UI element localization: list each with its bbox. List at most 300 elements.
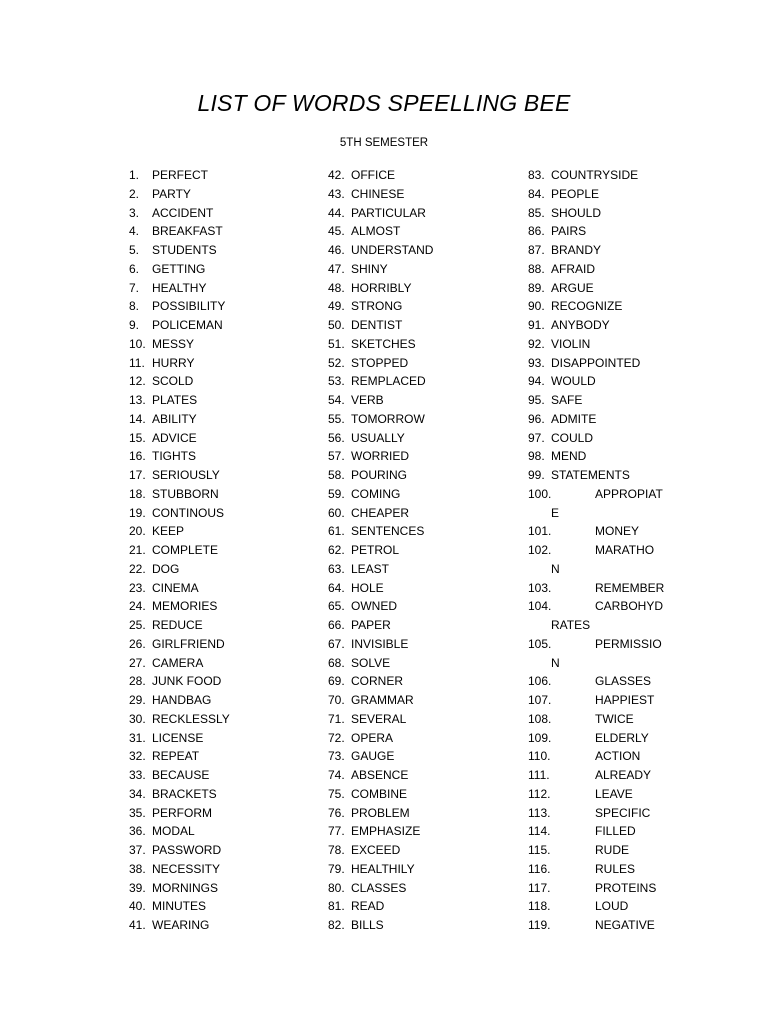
word-number: 70. — [328, 693, 345, 707]
word-text: SAFE — [551, 393, 583, 407]
word-text: HANDBAG — [152, 693, 212, 707]
word-text: ANYBODY — [551, 318, 610, 332]
word-text: PLATES — [152, 393, 198, 407]
word-item — [328, 879, 518, 898]
word-item — [129, 597, 309, 616]
word-item — [328, 860, 518, 879]
word-number: 113. — [528, 805, 551, 820]
word-item — [129, 316, 309, 335]
word-item — [129, 335, 309, 354]
word-number: 45. — [328, 224, 345, 239]
word-number: 58. — [328, 468, 345, 482]
word-text: MESSY — [152, 336, 195, 351]
word-item — [129, 729, 309, 748]
word-number: 30. — [129, 711, 146, 726]
word-number: 60. — [328, 505, 345, 520]
word-text: MEND — [551, 449, 587, 464]
word-item — [328, 466, 518, 485]
word-number: 36. — [129, 824, 146, 839]
word-item — [129, 897, 309, 916]
word-text: CINEMA — [152, 580, 199, 595]
word-text: ALREADY — [595, 768, 652, 782]
word-item — [129, 822, 309, 841]
word-item — [528, 391, 728, 410]
word-text: FILLED — [595, 824, 636, 839]
word-item — [129, 785, 309, 804]
word-number: 23. — [129, 580, 146, 595]
word-item — [528, 447, 728, 466]
word-item — [528, 579, 728, 598]
word-number: 72. — [328, 730, 345, 745]
word-number: 71. — [328, 711, 345, 726]
word-text: GLASSES — [595, 674, 652, 689]
word-item — [328, 260, 518, 279]
word-number: 40. — [129, 899, 146, 914]
word-item — [528, 166, 728, 185]
word-item — [129, 166, 309, 185]
word-item — [129, 466, 309, 485]
word-text: E — [551, 505, 560, 520]
word-text: WEARING — [152, 918, 210, 932]
word-item — [129, 260, 309, 279]
word-item — [528, 335, 728, 354]
word-item — [528, 222, 728, 241]
word-text: REDUCE — [152, 618, 203, 632]
word-number: 62. — [328, 543, 345, 557]
word-number: 28. — [129, 674, 146, 689]
word-number: 12. — [129, 374, 146, 389]
word-text: UNDERSTAND — [351, 243, 434, 257]
word-item — [129, 654, 309, 673]
word-text: RULES — [595, 861, 636, 876]
word-text: LICENSE — [152, 730, 204, 745]
word-number: 88. — [528, 261, 545, 276]
word-item — [328, 785, 518, 804]
word-number: 16. — [129, 449, 146, 464]
word-text: HOLE — [351, 580, 384, 595]
word-text: NEGATIVE — [595, 918, 655, 932]
word-text: GRAMMAR — [351, 693, 414, 707]
word-number: 17. — [129, 468, 146, 482]
word-number: 117. — [528, 880, 551, 895]
word-text: COULD — [551, 430, 594, 445]
word-number: 81. — [328, 899, 345, 914]
word-text: BECAUSE — [152, 768, 210, 782]
word-text: ABILITY — [152, 411, 197, 426]
word-item — [129, 841, 309, 860]
word-item — [528, 260, 728, 279]
word-number: 35. — [129, 805, 146, 820]
word-text: MARATHO — [595, 543, 655, 557]
word-item — [328, 597, 518, 616]
word-item — [129, 616, 309, 635]
word-text: POLICEMAN — [152, 318, 223, 332]
word-text: USUALLY — [351, 430, 405, 445]
word-number: 3. — [129, 205, 140, 220]
word-text: OPERA — [351, 730, 394, 745]
word-text: DENTIST — [351, 318, 403, 332]
word-item — [129, 672, 309, 691]
word-number: 11. — [129, 355, 145, 370]
word-item — [528, 897, 728, 916]
word-item — [328, 429, 518, 448]
word-number: 41. — [129, 918, 146, 932]
word-text: TIGHTS — [152, 449, 196, 464]
word-number: 104. — [528, 599, 552, 614]
word-text: LEAVE — [595, 786, 633, 801]
word-text: OFFICE — [351, 168, 395, 182]
word-number: 100. — [528, 486, 552, 501]
word-column-3 — [528, 166, 728, 935]
word-item — [528, 429, 728, 448]
word-text: REPEAT — [152, 749, 200, 764]
word-number: 38. — [129, 861, 146, 876]
word-number: 63. — [328, 561, 345, 576]
word-number: 77. — [328, 824, 345, 839]
word-number: 83. — [528, 168, 545, 182]
word-number: 84. — [528, 186, 545, 201]
word-number: 51. — [328, 336, 345, 351]
word-item — [328, 729, 518, 748]
word-text: KEEP — [152, 524, 185, 539]
word-number: 26. — [129, 636, 146, 651]
word-text: GAUGE — [351, 749, 395, 764]
word-number: 68. — [328, 655, 345, 670]
word-text: COMING — [351, 486, 401, 501]
word-text: WORRIED — [351, 449, 409, 464]
word-number: 14. — [129, 411, 146, 426]
word-text: RECKLESSLY — [152, 711, 230, 726]
word-item — [528, 672, 728, 691]
word-number: 108. — [528, 711, 552, 726]
word-number: 33. — [129, 768, 146, 782]
word-number: 103. — [528, 580, 552, 595]
word-number: 92. — [528, 336, 545, 351]
word-item — [129, 372, 309, 391]
word-text: PERMISSIO — [595, 636, 662, 651]
page-subtitle: 5TH SEMESTER — [339, 137, 429, 149]
word-number: 44. — [328, 205, 345, 220]
word-text: MORNINGS — [152, 880, 218, 895]
word-item — [528, 279, 728, 298]
word-text: BREAKFAST — [152, 224, 223, 239]
word-text: MODAL — [152, 824, 195, 839]
word-column-2 — [328, 166, 518, 935]
word-item — [328, 522, 518, 541]
word-number: 54. — [328, 393, 345, 407]
word-item — [328, 410, 518, 429]
word-text: SPECIFIC — [595, 805, 651, 820]
word-number: 87. — [528, 243, 545, 257]
word-number: 101. — [528, 524, 552, 539]
word-number: 65. — [328, 599, 345, 614]
word-item — [528, 635, 728, 654]
word-item — [328, 710, 518, 729]
word-number: 99. — [528, 468, 545, 482]
word-item — [129, 222, 309, 241]
word-number: 21. — [129, 543, 146, 557]
word-item — [328, 241, 518, 260]
word-number: 80. — [328, 880, 345, 895]
word-text: RATES — [551, 618, 591, 632]
word-text: PETROL — [351, 543, 400, 557]
word-item — [528, 372, 728, 391]
word-text: VERB — [351, 393, 384, 407]
word-text: SKETCHES — [351, 336, 416, 351]
word-number: 102. — [528, 543, 552, 557]
word-item — [528, 879, 728, 898]
word-continuation — [528, 654, 728, 673]
word-text: EXCEED — [351, 843, 401, 857]
word-item — [328, 897, 518, 916]
word-text: GIRLFRIEND — [152, 636, 225, 651]
word-number: 1. — [129, 168, 140, 182]
word-text: SERIOUSLY — [152, 468, 220, 482]
word-number: 114. — [528, 824, 551, 839]
word-number: 4. — [129, 224, 140, 239]
word-item — [528, 804, 728, 823]
word-text: VIOLIN — [551, 336, 591, 351]
word-item — [528, 316, 728, 335]
word-item — [129, 691, 309, 710]
word-number: 32. — [129, 749, 146, 764]
word-number: 97. — [528, 430, 545, 445]
word-item — [528, 354, 728, 373]
word-text: SEVERAL — [351, 711, 407, 726]
word-text: HURRY — [152, 355, 195, 370]
word-text: REMEMBER — [595, 580, 665, 595]
word-item — [528, 597, 728, 616]
word-number: 22. — [129, 561, 146, 576]
word-text: BRACKETS — [152, 786, 217, 801]
word-number: 15. — [129, 430, 146, 445]
word-text: CONTINOUS — [152, 505, 224, 520]
word-text: BILLS — [351, 918, 384, 932]
word-text: ARGUE — [551, 280, 594, 295]
word-text: TOMORROW — [351, 411, 425, 426]
word-text: ADMITE — [551, 411, 597, 426]
word-item — [328, 804, 518, 823]
word-number: 46. — [328, 243, 345, 257]
word-item — [528, 297, 728, 316]
word-text: COMPLETE — [152, 543, 219, 557]
word-item — [528, 747, 728, 766]
word-item — [328, 916, 518, 935]
word-item — [129, 429, 309, 448]
word-text: DOG — [152, 561, 180, 576]
word-item — [328, 841, 518, 860]
word-number: 5. — [129, 243, 140, 257]
word-number: 8. — [129, 299, 140, 314]
word-number: 61. — [328, 524, 345, 539]
word-text: PARTY — [152, 186, 191, 201]
word-text: CARBOHYD — [595, 599, 664, 614]
word-number: 6. — [129, 261, 140, 276]
word-number: 50. — [328, 318, 345, 332]
word-item — [328, 335, 518, 354]
word-item — [528, 241, 728, 260]
word-number: 48. — [328, 280, 345, 295]
word-number: 85. — [528, 205, 545, 220]
word-item — [328, 204, 518, 223]
word-text: POSSIBILITY — [152, 299, 226, 314]
word-item — [528, 466, 728, 485]
word-item — [328, 672, 518, 691]
word-item — [328, 391, 518, 410]
word-number: 27. — [129, 655, 146, 670]
word-number: 25. — [129, 618, 146, 632]
word-item — [528, 691, 728, 710]
word-item — [328, 691, 518, 710]
word-text: ACTION — [595, 749, 641, 764]
word-text: CHEAPER — [351, 505, 410, 520]
word-number: 9. — [129, 318, 140, 332]
word-text: ABSENCE — [351, 768, 409, 782]
word-item — [328, 166, 518, 185]
word-number: 55. — [328, 411, 345, 426]
word-text: COMBINE — [351, 786, 408, 801]
word-item — [328, 616, 518, 635]
word-item — [528, 185, 728, 204]
word-text: ELDERLY — [595, 730, 649, 745]
word-item — [129, 410, 309, 429]
word-number: 20. — [129, 524, 146, 539]
word-text: STOPPED — [351, 355, 409, 370]
word-item — [129, 579, 309, 598]
word-item — [129, 485, 309, 504]
word-item — [129, 635, 309, 654]
word-text: PERFORM — [152, 805, 212, 820]
word-number: 2. — [129, 186, 140, 201]
word-item — [129, 710, 309, 729]
word-number: 66. — [328, 618, 345, 632]
word-number: 24. — [129, 599, 146, 614]
word-item — [129, 766, 309, 785]
word-item — [129, 391, 309, 410]
word-item — [328, 822, 518, 841]
word-text: BRANDY — [551, 243, 602, 257]
word-item — [528, 729, 728, 748]
word-text: PROTEINS — [595, 880, 657, 895]
word-item — [328, 185, 518, 204]
word-number: 107. — [528, 693, 552, 707]
word-number: 94. — [528, 374, 545, 389]
word-item — [129, 804, 309, 823]
word-item — [328, 579, 518, 598]
word-text: HEALTHILY — [351, 861, 415, 876]
word-item — [129, 279, 309, 298]
word-item — [129, 860, 309, 879]
word-number: 115. — [528, 843, 551, 857]
word-text: STRONG — [351, 299, 403, 314]
word-item — [129, 522, 309, 541]
word-item — [129, 747, 309, 766]
word-item — [528, 541, 728, 560]
word-text: PROBLEM — [351, 805, 410, 820]
word-number: 105. — [528, 636, 552, 651]
word-number: 69. — [328, 674, 345, 689]
word-number: 78. — [328, 843, 345, 857]
word-text: AFRAID — [551, 261, 596, 276]
word-number: 37. — [129, 843, 146, 857]
word-item — [328, 297, 518, 316]
word-number: 118. — [528, 899, 551, 914]
word-text: WOULD — [551, 374, 596, 389]
word-item — [528, 766, 728, 785]
word-number: 76. — [328, 805, 345, 820]
word-text: STUDENTS — [152, 243, 217, 257]
word-number: 91. — [528, 318, 545, 332]
word-text: MEMORIES — [152, 599, 218, 614]
word-item — [528, 822, 728, 841]
word-number: 31. — [129, 730, 146, 745]
word-item — [328, 354, 518, 373]
word-text: CORNER — [351, 674, 404, 689]
word-item — [129, 916, 309, 935]
word-item — [328, 372, 518, 391]
word-text: APPROPIAT — [595, 486, 663, 501]
word-number: 82. — [328, 918, 345, 932]
word-text: CLASSES — [351, 880, 407, 895]
word-number: 47. — [328, 261, 345, 276]
word-text: CHINESE — [351, 186, 405, 201]
word-text: RECOGNIZE — [551, 299, 623, 314]
word-number: 57. — [328, 449, 345, 464]
word-number: 119. — [528, 918, 551, 932]
word-text: SHINY — [351, 261, 388, 276]
word-item — [328, 747, 518, 766]
word-item — [528, 410, 728, 429]
word-number: 74. — [328, 768, 345, 782]
word-number: 13. — [129, 393, 146, 407]
word-text: LEAST — [351, 561, 390, 576]
word-text: MINUTES — [152, 899, 206, 914]
word-number: 79. — [328, 861, 345, 876]
word-text: N — [551, 561, 560, 576]
word-number: 89. — [528, 280, 545, 295]
word-text: INVISIBLE — [351, 636, 409, 651]
word-item — [129, 185, 309, 204]
word-text: STATEMENTS — [551, 468, 630, 482]
word-text: CAMERA — [152, 655, 204, 670]
word-number: 106. — [528, 674, 552, 689]
word-number: 53. — [328, 374, 345, 389]
word-number: 112. — [528, 786, 551, 801]
word-item — [129, 297, 309, 316]
word-item — [328, 635, 518, 654]
word-text: PERFECT — [152, 168, 209, 182]
word-text: ADVICE — [152, 430, 197, 445]
word-text: DISAPPOINTED — [551, 355, 641, 370]
word-text: LOUD — [595, 899, 629, 914]
word-text: RUDE — [595, 843, 630, 857]
word-number: 111. — [528, 768, 550, 782]
word-item — [328, 222, 518, 241]
word-item — [328, 560, 518, 579]
word-text: MONEY — [595, 524, 640, 539]
word-item — [528, 204, 728, 223]
word-item — [528, 860, 728, 879]
word-item — [129, 879, 309, 898]
word-number: 56. — [328, 430, 345, 445]
word-number: 49. — [328, 299, 345, 314]
word-item — [129, 560, 309, 579]
word-item — [129, 447, 309, 466]
word-item — [528, 485, 728, 504]
word-item — [328, 447, 518, 466]
word-text: HORRIBLY — [351, 280, 412, 295]
word-number: 10. — [129, 336, 146, 351]
